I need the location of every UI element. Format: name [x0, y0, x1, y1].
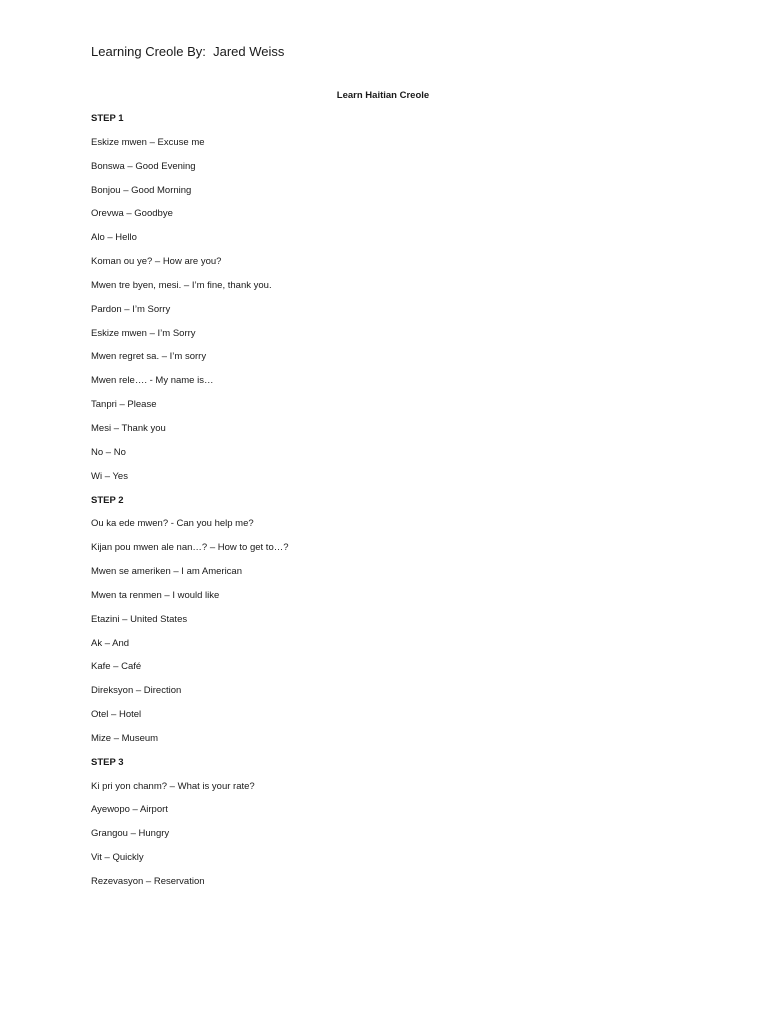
phrase-line: Grangou – Hungry: [91, 828, 170, 840]
phrase-line: Kijan pou mwen ale nan…? – How to get to…?: [91, 542, 289, 554]
phrase-line: Mwen rele…. - My name is…: [91, 375, 214, 387]
step-heading: STEP 3: [91, 756, 124, 768]
phrase-line: Mwen regret sa. – I’m sorry: [91, 351, 207, 363]
phrase-line: Bonswa – Good Evening: [91, 160, 196, 172]
phrase-line: Kafe – Café: [91, 661, 142, 673]
phrase-line: Bonjou – Good Morning: [91, 184, 192, 196]
phrase-line: Eskize mwen – I’m Sorry: [91, 327, 196, 339]
phrase-line: No – No: [91, 446, 126, 458]
phrase-line: Eskize mwen – Excuse me: [91, 136, 205, 148]
phrase-line: Wi – Yes: [91, 470, 128, 482]
phrase-line: Otel – Hotel: [91, 709, 142, 721]
document-title: Learning Creole By: Jared Weiss: [91, 44, 285, 59]
phrase-line: Ou ka ede mwen? - Can you help me?: [91, 518, 254, 530]
phrase-line: Rezevasyon – Reservation: [91, 876, 205, 887]
phrase-line: Koman ou ye? – How are you?: [91, 256, 222, 268]
phrase-line: Tanpri – Please: [91, 399, 157, 411]
phrase-line: Etazini – United States: [91, 613, 188, 625]
phrase-list: [91, 112, 691, 899]
step-heading: STEP 2: [91, 494, 124, 506]
phrase-line: Mize – Museum: [91, 732, 159, 744]
phrase-line: Mesi – Thank you: [91, 422, 166, 434]
document-subtitle: [0, 90, 768, 102]
phrase-line: Direksyon – Direction: [91, 685, 182, 697]
phrase-line: Mwen tre byen, mesi. – I’m fine, thank you.: [91, 279, 272, 291]
document-subtitle-text: Learn Haitian Creole: [336, 90, 430, 101]
phrase-line: Mwen se ameriken – I am American: [91, 566, 243, 578]
step-heading: STEP 1: [91, 113, 124, 124]
phrase-line: Vit – Quickly: [91, 852, 144, 864]
phrase-line: Ki pri yon chanm? – What is your rate?: [91, 780, 255, 792]
phrase-line: Orevwa – Goodbye: [91, 208, 173, 220]
phrase-line: Ak – And: [91, 637, 130, 649]
phrase-line: Pardon – I’m Sorry: [91, 303, 171, 315]
phrase-line: Ayewopo – Airport: [91, 804, 168, 816]
phrase-line: Alo – Hello: [91, 232, 137, 244]
phrase-line: Mwen ta renmen – I would like: [91, 589, 220, 601]
